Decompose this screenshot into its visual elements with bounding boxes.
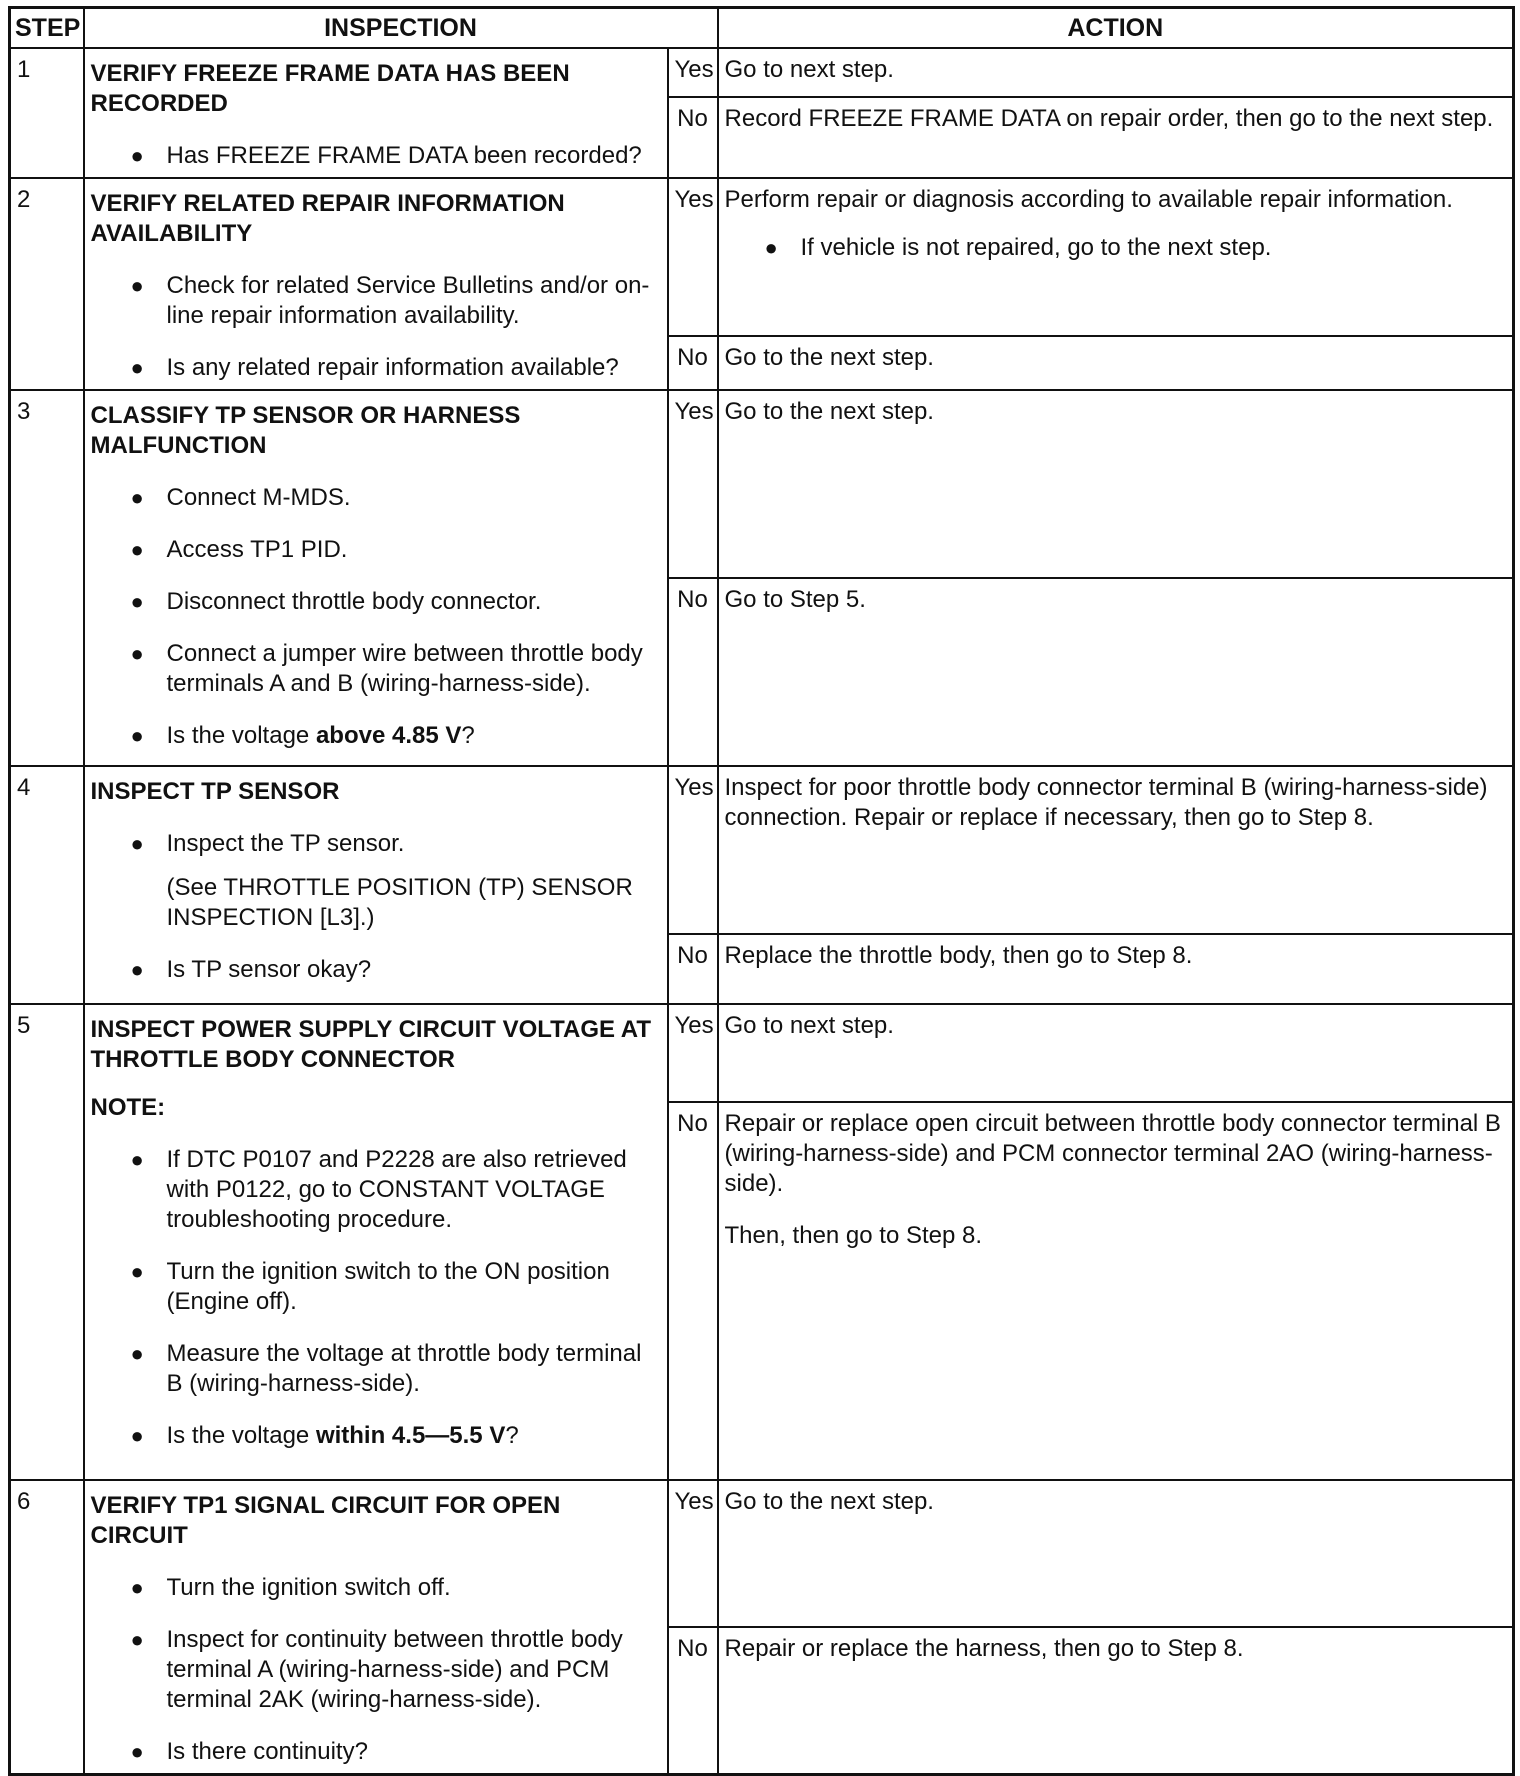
reference-note: (See THROTTLE POSITION (TP) SENSOR INSPECTION [L3].) [166,874,633,931]
yes-action: Go to the next step. [718,1480,1514,1627]
inspection-bullet: ● Inspect for continuity between throttle body terminal A (wiring-harness-side) and PCM terminal 2AK (wiring-harness-side). [131,1625,661,1715]
no-action: Go to Step 5. [718,578,1514,766]
no-action: Repair or replace open circuit between throttle body connector terminal B (wiring-harness-side) and PCM connector terminal 2AO (wiring-harness-side). Then, then go to Step 8. [718,1102,1514,1480]
no-action: Replace the throttle body, then go to Step 8. [718,934,1514,1004]
inspection-bullet: ● Measure the voltage at throttle body terminal B (wiring-harness-side). [131,1339,661,1399]
step-4-yes-row [10,766,1514,934]
diagnostic-table [8,6,1515,1776]
note-label: NOTE: [90,1094,166,1121]
inspection-bullet: ● Check for related Service Bulletins and/or on-line repair information availability. [131,271,661,331]
step-inspection [84,390,668,766]
yes-label: Yes [668,1480,718,1627]
inspection-bullet: ● Connect a jumper wire between throttle body terminals A and B (wiring-harness-side). [131,639,661,699]
no-action: Repair or replace the harness, then go to Step 8. [718,1627,1514,1774]
header-step: STEP [10,8,84,49]
step-inspection [84,178,668,390]
inspection-bullet: ● Is any related repair information available? [131,353,661,383]
step-1-yes-row [10,48,1514,97]
inspection-bullet: ● Has FREEZE FRAME DATA been recorded? [131,141,661,171]
inspection-bullet: ● Is the voltage within 4.5—5.5 V? [131,1421,661,1451]
yes-action: Inspect for poor throttle body connector terminal B (wiring-harness-side) connection. Repair or replace if necessary, then go to Step 8. [718,766,1514,934]
inspection-bullet: ● Access TP1 PID. [131,535,661,565]
step-inspection [84,1004,668,1480]
step-number: 4 [10,766,84,1004]
header-inspection: INSPECTION [84,8,718,49]
yes-label: Yes [668,48,718,97]
no-label: No [668,97,718,178]
step-number: 1 [10,48,84,178]
yes-label: Yes [668,390,718,578]
no-label: No [668,934,718,1004]
step-number: 6 [10,1480,84,1775]
step-title: CLASSIFY TP SENSOR OR HARNESS MALFUNCTION [90,402,521,459]
header-row [10,8,1514,49]
yes-label: Yes [668,1004,718,1102]
no-label: No [668,336,718,390]
step-title: INSPECT TP SENSOR [90,778,340,805]
yes-label: Yes [668,766,718,934]
no-action-followup: Then, then go to Step 8. [724,1222,983,1249]
step-2-yes-row [10,178,1514,336]
step-inspection [84,1480,668,1775]
step-title: VERIFY RELATED REPAIR INFORMATION AVAILABILITY [90,190,565,247]
inspection-bullet: ● Is there continuity? [131,1737,661,1767]
step-number: 3 [10,390,84,766]
step-5-yes-row [10,1004,1514,1102]
header-action: ACTION [718,8,1514,49]
yes-action: Perform repair or diagnosis according to available repair information. ● If vehicle is not repaired, go to the next step. [718,178,1514,336]
no-action: Record FREEZE FRAME DATA on repair order, then go to the next step. [718,97,1514,178]
step-3-yes-row [10,390,1514,578]
inspection-bullet: ● If DTC P0107 and P2228 are also retrieved with P0122, go to CONSTANT VOLTAGE troubleshooting procedure. [131,1145,661,1235]
step-number: 5 [10,1004,84,1480]
inspection-bullet: ● Turn the ignition switch to the ON position (Engine off). [131,1257,661,1317]
step-inspection [84,48,668,178]
no-action: Go to the next step. [718,336,1514,390]
step-number: 2 [10,178,84,390]
inspection-bullet: ● Disconnect throttle body connector. [131,587,661,617]
step-inspection [84,766,668,1004]
inspection-bullet: ● Connect M-MDS. [131,483,661,513]
step-title: VERIFY TP1 SIGNAL CIRCUIT FOR OPEN CIRCUIT [90,1492,561,1549]
inspection-bullet: ● Is TP sensor okay? [131,955,661,985]
step-6-yes-row [10,1480,1514,1627]
action-bullet: ● If vehicle is not repaired, go to the next step. [765,233,1507,263]
step-title: VERIFY FREEZE FRAME DATA HAS BEEN RECORDED [90,60,570,117]
yes-action: Go to next step. [718,1004,1514,1102]
no-label: No [668,1102,718,1480]
step-title: INSPECT POWER SUPPLY CIRCUIT VOLTAGE AT THROTTLE BODY CONNECTOR [90,1016,651,1073]
yes-label: Yes [668,178,718,336]
no-label: No [668,578,718,766]
no-label: No [668,1627,718,1774]
yes-action: Go to the next step. [718,390,1514,578]
yes-action: Go to next step. [718,48,1514,97]
inspection-bullet: ● Inspect the TP sensor. [131,829,661,859]
inspection-bullet: ● Turn the ignition switch off. [131,1573,661,1603]
inspection-bullet: ● Is the voltage above 4.85 V? [131,721,661,751]
